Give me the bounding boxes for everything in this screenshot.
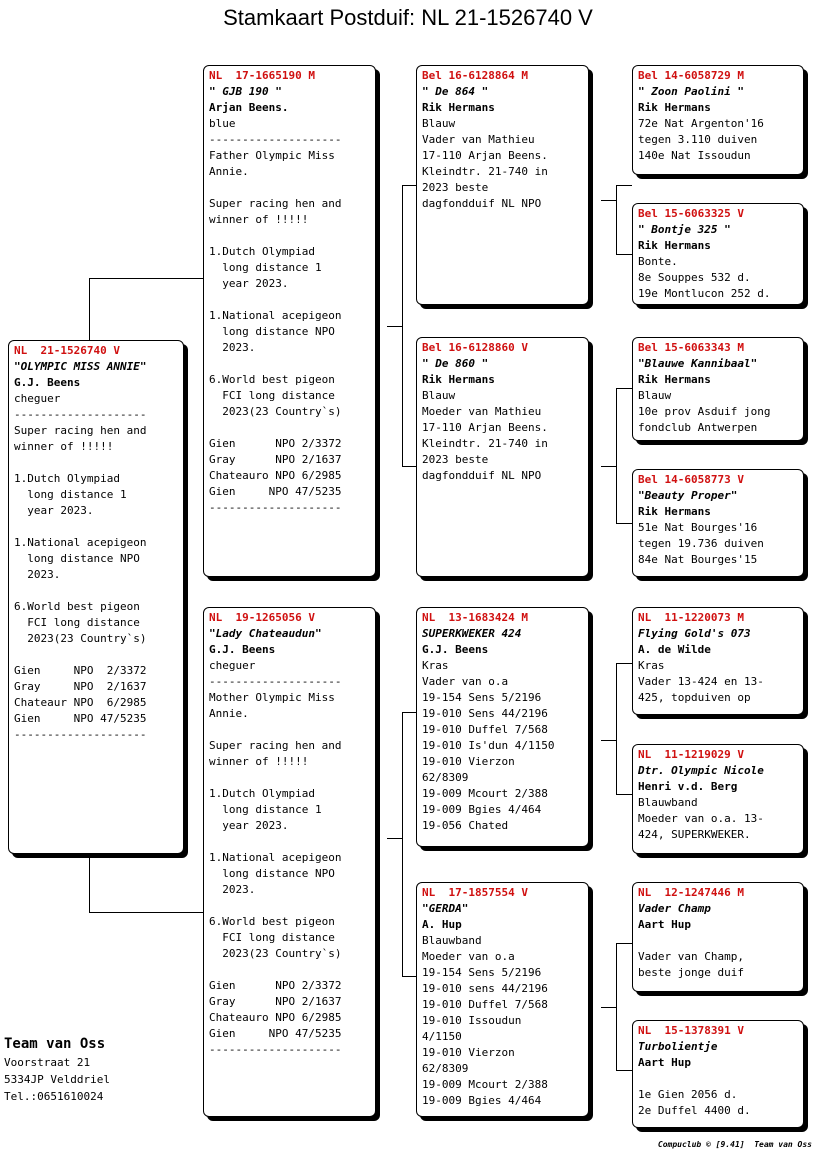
card-line: -------------------- bbox=[209, 1043, 342, 1056]
owner-name: A. Hup bbox=[422, 918, 462, 931]
team-phone: Tel.:0651610024 bbox=[4, 1090, 104, 1103]
ring-number: Bel 16-6128860 V bbox=[422, 341, 528, 354]
owner-name: Rik Hermans bbox=[638, 373, 711, 386]
connector-line bbox=[616, 185, 617, 254]
connector-line bbox=[387, 838, 402, 839]
card-line: Gien NPO 2/3372 bbox=[14, 664, 147, 677]
card-line: -------------------- bbox=[209, 501, 342, 514]
connector-line bbox=[387, 326, 402, 327]
card-line: Chateauro NPO 6/2985 bbox=[209, 1011, 342, 1024]
card-line: Blauwband bbox=[638, 796, 698, 809]
connector-line bbox=[402, 185, 403, 466]
card-line bbox=[14, 583, 178, 599]
pigeon-name: "OLYMPIC MISS ANNIE" bbox=[14, 360, 147, 373]
owner-name: G.J. Beens bbox=[14, 376, 81, 389]
card-line: 19-010 Sens 44/2196 bbox=[422, 707, 548, 720]
connector-line bbox=[616, 663, 632, 664]
card-line: 84e Nat Bourges'15 bbox=[638, 553, 758, 566]
pigeon-card-mmf[interactable] bbox=[632, 882, 804, 992]
card-line bbox=[638, 1071, 798, 1087]
card-line: 6.World best pigeon bbox=[209, 915, 335, 928]
card-line: cheguer bbox=[209, 659, 256, 672]
pigeon-card-mother-father[interactable] bbox=[416, 607, 589, 847]
connector-line bbox=[616, 663, 617, 794]
footer-credit: Compuclub © [9.41] Team van Oss bbox=[657, 1140, 812, 1149]
card-line: 1.National acepigeon bbox=[209, 309, 342, 322]
card-line: year 2023. bbox=[209, 277, 289, 290]
pigeon-name: Flying Gold's 073 bbox=[638, 627, 751, 640]
card-line: winner of !!!!! bbox=[209, 213, 309, 226]
ring-number: NL 13-1683424 M bbox=[422, 611, 528, 624]
card-line: 62/8309 bbox=[422, 771, 469, 784]
card-line: Chateaur NPO 6/2985 bbox=[14, 696, 147, 709]
owner-name: Rik Hermans bbox=[638, 101, 711, 114]
card-line: 19-009 Bgies 4/464 bbox=[422, 1094, 542, 1107]
card-line: tegen 19.736 duiven bbox=[638, 537, 764, 550]
card-line: 19-056 Chated bbox=[422, 819, 509, 832]
connector-line bbox=[89, 278, 90, 340]
card-line: Moeder van o.a. 13- bbox=[638, 812, 764, 825]
card-line: year 2023. bbox=[209, 819, 289, 832]
card-line: -------------------- bbox=[14, 408, 147, 421]
card-line: 2023. bbox=[14, 568, 61, 581]
owner-name: Rik Hermans bbox=[638, 505, 711, 518]
card-line: 1.National acepigeon bbox=[14, 536, 147, 549]
card-line: fondclub Antwerpen bbox=[638, 421, 758, 434]
card-line bbox=[209, 292, 370, 308]
ring-number: NL 17-1857554 V bbox=[422, 886, 528, 899]
connector-line bbox=[616, 254, 632, 255]
card-line: Father Olympic Miss bbox=[209, 149, 335, 162]
pigeon-card-mother[interactable] bbox=[203, 607, 376, 1117]
card-line: 19-010 Vierzon bbox=[422, 755, 515, 768]
card-line: Moeder van o.a bbox=[422, 950, 515, 963]
card-line: FCI long distance bbox=[209, 389, 335, 402]
card-line: winner of !!!!! bbox=[14, 440, 114, 453]
pigeon-card-fmm[interactable] bbox=[632, 469, 804, 577]
card-line: Gray NPO 2/1637 bbox=[14, 680, 147, 693]
card-line: Blauw bbox=[422, 389, 456, 402]
card-line bbox=[209, 180, 370, 196]
pigeon-card-fff[interactable] bbox=[632, 65, 804, 175]
owner-name: Henri v.d. Berg bbox=[638, 780, 738, 793]
card-line: long distance 1 bbox=[14, 488, 127, 501]
connector-line bbox=[402, 185, 416, 186]
ring-number: Bel 15-6063325 V bbox=[638, 207, 744, 220]
card-line: long distance 1 bbox=[209, 803, 322, 816]
card-line: 17-110 Arjan Beens. bbox=[422, 149, 548, 162]
connector-line bbox=[616, 388, 632, 389]
card-line: Blauw bbox=[422, 117, 456, 130]
card-line: beste jonge duif bbox=[638, 966, 744, 979]
connector-line bbox=[616, 943, 617, 1070]
card-line: Annie. bbox=[209, 707, 249, 720]
card-line bbox=[209, 962, 370, 978]
ring-number: Bel 14-6058729 M bbox=[638, 69, 744, 82]
card-line: 19-010 Issoudun bbox=[422, 1014, 522, 1027]
connector-line bbox=[616, 523, 632, 524]
owner-name: Aart Hup bbox=[638, 1056, 691, 1069]
pigeon-name: Dtr. Olympic Nicole bbox=[638, 764, 764, 777]
card-line: 19-009 Mcourt 2/388 bbox=[422, 1078, 548, 1091]
card-line: long distance NPO bbox=[209, 867, 335, 880]
card-line: 62/8309 bbox=[422, 1062, 469, 1075]
card-line: blue bbox=[209, 117, 236, 130]
card-line: 1.Dutch Olympiad bbox=[14, 472, 120, 485]
pigeon-name: " De 860 " bbox=[422, 357, 489, 370]
pigeon-name: " GJB 190 " bbox=[209, 85, 282, 98]
team-info bbox=[4, 1034, 110, 1105]
ring-number: NL 17-1665190 M bbox=[209, 69, 315, 82]
owner-name: A. de Wilde bbox=[638, 643, 711, 656]
card-line: 4/1150 bbox=[422, 1030, 462, 1043]
card-line: 19-009 Mcourt 2/388 bbox=[422, 787, 548, 800]
pigeon-name: "GERDA" bbox=[422, 902, 469, 915]
owner-name: G.J. Beens bbox=[209, 643, 276, 656]
card-line: 72e Nat Argenton'16 bbox=[638, 117, 764, 130]
card-line: tegen 3.110 duiven bbox=[638, 133, 758, 146]
card-line: 6.World best pigeon bbox=[209, 373, 335, 386]
card-line: 19-154 Sens 5/2196 bbox=[422, 691, 542, 704]
pigeon-card-father-father[interactable] bbox=[416, 65, 589, 305]
owner-name: Arjan Beens. bbox=[209, 101, 289, 114]
card-line bbox=[209, 356, 370, 372]
team-address: Voorstraat 21 bbox=[4, 1056, 91, 1069]
ring-number: Bel 16-6128864 M bbox=[422, 69, 528, 82]
card-line: 17-110 Arjan Beens. bbox=[422, 421, 548, 434]
card-line: Super racing hen and bbox=[14, 424, 147, 437]
card-line: winner of !!!!! bbox=[209, 755, 309, 768]
card-line: Mother Olympic Miss bbox=[209, 691, 335, 704]
ring-number: NL 12-1247446 M bbox=[638, 886, 744, 899]
connector-line bbox=[616, 943, 632, 944]
card-line: 2023(23 Country`s) bbox=[209, 405, 342, 418]
card-line: 19-154 Sens 5/2196 bbox=[422, 966, 542, 979]
connector-line bbox=[402, 712, 416, 713]
card-line: long distance NPO bbox=[209, 325, 335, 338]
card-line: 1e Gien 2056 d. bbox=[638, 1088, 738, 1101]
card-line bbox=[209, 898, 370, 914]
card-line: 2023 beste bbox=[422, 453, 489, 466]
card-line: 51e Nat Bourges'16 bbox=[638, 521, 758, 534]
pigeon-name: "Lady Chateaudun" bbox=[209, 627, 322, 640]
card-line: 424, SUPERKWEKER. bbox=[638, 828, 751, 841]
ring-number: NL 21-1526740 V bbox=[14, 344, 120, 357]
card-line: 2e Duffel 4400 d. bbox=[638, 1104, 751, 1117]
pigeon-name: "Beauty Proper" bbox=[638, 489, 738, 502]
card-line: 19-010 Is'dun 4/1150 bbox=[422, 739, 555, 752]
connector-line bbox=[616, 1070, 632, 1071]
ring-number: NL 19-1265056 V bbox=[209, 611, 315, 624]
connector-line bbox=[402, 976, 416, 977]
card-line: Blauw bbox=[638, 389, 672, 402]
card-line: dagfondduif NL NPO bbox=[422, 197, 542, 210]
card-line: Moeder van Mathieu bbox=[422, 405, 542, 418]
pigeon-name: " Bontje 325 " bbox=[638, 223, 731, 236]
pigeon-name: " De 864 " bbox=[422, 85, 489, 98]
card-line: long distance NPO bbox=[14, 552, 140, 565]
card-line: 2023(23 Country`s) bbox=[209, 947, 342, 960]
card-line: -------------------- bbox=[209, 133, 342, 146]
connector-line bbox=[402, 466, 416, 467]
card-line: Vader 13-424 en 13- bbox=[638, 675, 764, 688]
card-line: dagfondduif NL NPO bbox=[422, 469, 542, 482]
card-line: 140e Nat Issoudun bbox=[638, 149, 751, 162]
card-line: Blauwband bbox=[422, 934, 482, 947]
card-line: 425, topduiven op bbox=[638, 691, 751, 704]
pigeon-card-subject[interactable] bbox=[8, 340, 184, 854]
card-line: Gien NPO 2/3372 bbox=[209, 979, 342, 992]
card-line: Vader van Mathieu bbox=[422, 133, 535, 146]
connector-line bbox=[601, 740, 616, 741]
card-line: 19-010 Duffel 7/568 bbox=[422, 998, 548, 1011]
card-line: Gray NPO 2/1637 bbox=[209, 995, 342, 1008]
page-title: Stamkaart Postduif: NL 21-1526740 V bbox=[223, 5, 593, 30]
card-line: Annie. bbox=[209, 165, 249, 178]
ring-number: NL 11-1220073 M bbox=[638, 611, 744, 624]
card-line bbox=[209, 722, 370, 738]
ring-number: Bel 15-6063343 M bbox=[638, 341, 744, 354]
card-line bbox=[14, 519, 178, 535]
owner-name: Rik Hermans bbox=[638, 239, 711, 252]
card-line: -------------------- bbox=[14, 728, 147, 741]
connector-line bbox=[616, 185, 632, 186]
card-line bbox=[14, 455, 178, 471]
ring-number: Bel 14-6058773 V bbox=[638, 473, 744, 486]
card-line: 19-010 Duffel 7/568 bbox=[422, 723, 548, 736]
card-line: Kleindtr. 21-740 in bbox=[422, 165, 548, 178]
pigeon-name: SUPERKWEKER 424 bbox=[422, 627, 522, 640]
connector-line bbox=[89, 912, 204, 913]
card-line: 19-009 Bgies 4/464 bbox=[422, 803, 542, 816]
card-line: 1.Dutch Olympiad bbox=[209, 787, 315, 800]
card-line bbox=[638, 933, 798, 949]
card-line: Gien NPO 2/3372 bbox=[209, 437, 342, 450]
card-line: 6.World best pigeon bbox=[14, 600, 140, 613]
card-line bbox=[209, 834, 370, 850]
owner-name: G.J. Beens bbox=[422, 643, 489, 656]
connector-line bbox=[601, 200, 616, 201]
card-line: 10e prov Asduif jong bbox=[638, 405, 771, 418]
card-line: year 2023. bbox=[14, 504, 94, 517]
owner-name: Aart Hup bbox=[638, 918, 691, 931]
pigeon-card-mff[interactable] bbox=[632, 607, 804, 715]
connector-line bbox=[616, 388, 617, 523]
card-line: Gray NPO 2/1637 bbox=[209, 453, 342, 466]
card-line: Vader van o.a bbox=[422, 675, 509, 688]
card-line: Kras bbox=[638, 659, 665, 672]
card-line: 8e Souppes 532 d. bbox=[638, 271, 751, 284]
card-line: 19e Montlucon 252 d. bbox=[638, 287, 771, 300]
card-line: 2023(23 Country`s) bbox=[14, 632, 147, 645]
card-line bbox=[209, 420, 370, 436]
card-line: 2023. bbox=[209, 341, 256, 354]
card-line: Kleindtr. 21-740 in bbox=[422, 437, 548, 450]
connector-line bbox=[601, 1007, 616, 1008]
connector-line bbox=[616, 794, 632, 795]
pigeon-name: Turbolientje bbox=[638, 1040, 718, 1053]
card-line: FCI long distance bbox=[14, 616, 140, 629]
card-line: 2023 beste bbox=[422, 181, 489, 194]
pigeon-name: "Blauwe Kannibaal" bbox=[638, 357, 758, 370]
card-line: 19-010 sens 44/2196 bbox=[422, 982, 548, 995]
connector-line bbox=[89, 858, 90, 912]
card-line: cheguer bbox=[14, 392, 61, 405]
card-line: 2023. bbox=[209, 883, 256, 896]
connector-line bbox=[89, 278, 204, 279]
card-line: Gien NPO 47/5235 bbox=[209, 1027, 342, 1040]
pigeon-card-father-mother[interactable] bbox=[416, 337, 589, 577]
owner-name: Rik Hermans bbox=[422, 373, 495, 386]
pigeon-name: " Zoon Paolini " bbox=[638, 85, 744, 98]
pigeon-card-mother-mother[interactable] bbox=[416, 882, 589, 1117]
connector-line bbox=[601, 466, 616, 467]
pigeon-card-ffm[interactable] bbox=[632, 203, 804, 305]
pigeon-name: Vader Champ bbox=[638, 902, 711, 915]
card-line: Gien NPO 47/5235 bbox=[209, 485, 342, 498]
card-line: 1.Dutch Olympiad bbox=[209, 245, 315, 258]
team-name: Team van Oss bbox=[4, 1036, 106, 1052]
ring-number: NL 15-1378391 V bbox=[638, 1024, 744, 1037]
connector-line bbox=[402, 712, 403, 976]
owner-name: Rik Hermans bbox=[422, 101, 495, 114]
card-line: Super racing hen and bbox=[209, 197, 342, 210]
card-line: Chateauro NPO 6/2985 bbox=[209, 469, 342, 482]
card-line: Gien NPO 47/5235 bbox=[14, 712, 147, 725]
card-line bbox=[209, 770, 370, 786]
ring-number: NL 11-1219029 V bbox=[638, 748, 744, 761]
pigeon-card-mmm[interactable] bbox=[632, 1020, 804, 1128]
card-line bbox=[14, 647, 178, 663]
team-city: 5334JP Velddriel bbox=[4, 1073, 110, 1086]
pigeon-card-mfm[interactable] bbox=[632, 744, 804, 854]
card-line: Kras bbox=[422, 659, 449, 672]
card-line: Bonte. bbox=[638, 255, 678, 268]
card-line: long distance 1 bbox=[209, 261, 322, 274]
pigeon-card-father[interactable] bbox=[203, 65, 376, 577]
card-line: 1.National acepigeon bbox=[209, 851, 342, 864]
card-line: 19-010 Vierzon bbox=[422, 1046, 515, 1059]
card-line bbox=[209, 228, 370, 244]
card-line: FCI long distance bbox=[209, 931, 335, 944]
card-line: Super racing hen and bbox=[209, 739, 342, 752]
card-line: Vader van Champ, bbox=[638, 950, 744, 963]
card-line: -------------------- bbox=[209, 675, 342, 688]
pigeon-card-fmf[interactable] bbox=[632, 337, 804, 441]
